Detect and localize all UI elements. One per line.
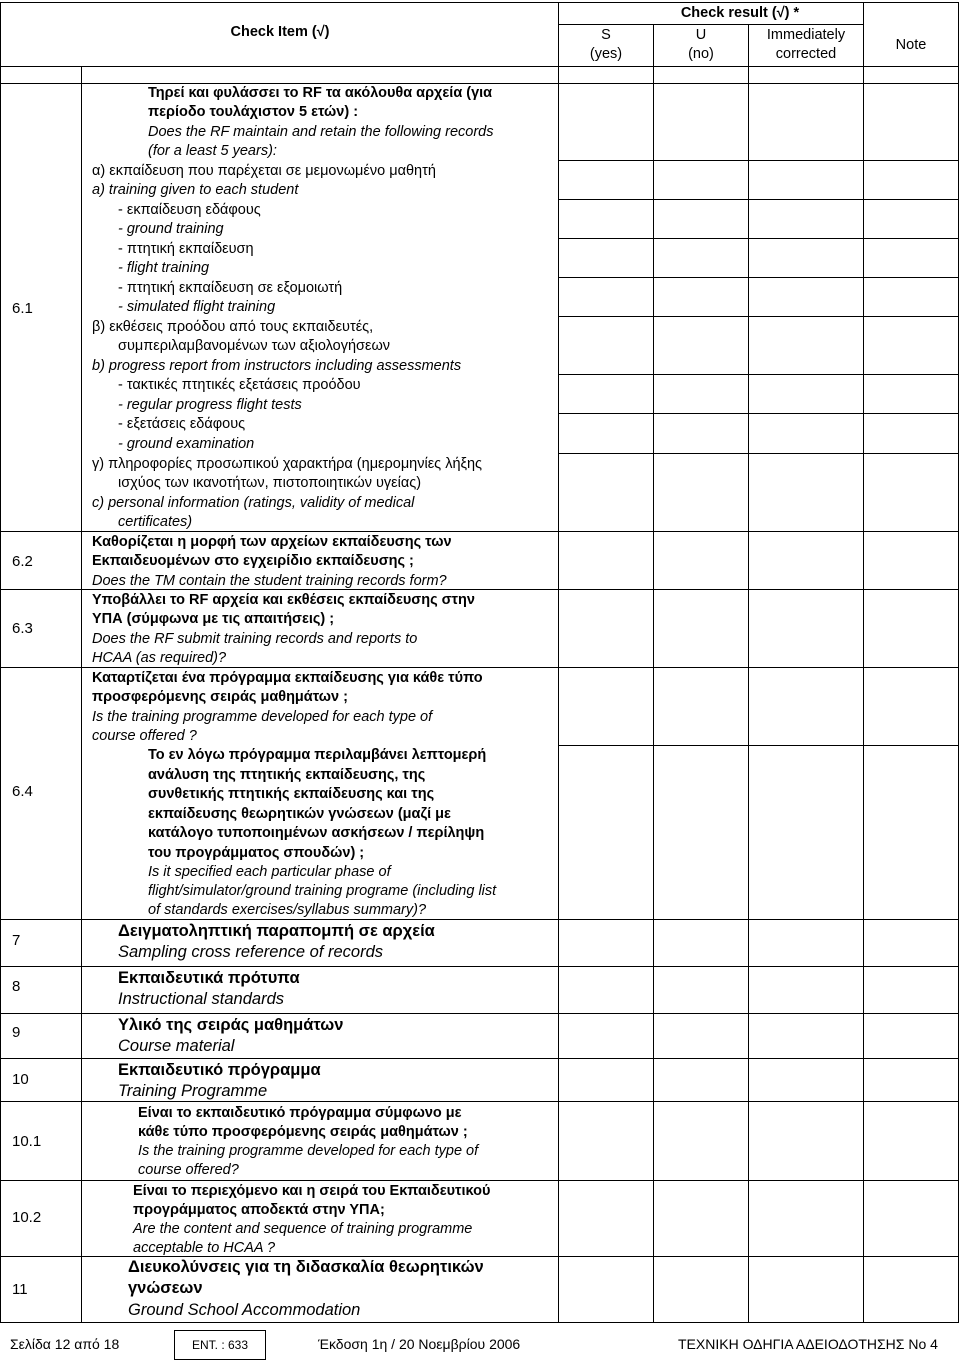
item-text-line: course offered ? — [92, 728, 197, 744]
item-text-line: Είναι το εκπαιδευτικό πρόγραμμα σύμφωνο με — [138, 1105, 462, 1121]
item-text-line: του προγράμματος σπουδών) ; — [148, 845, 365, 861]
item-text-line: acceptable to HCAA ? — [133, 1240, 276, 1256]
item-text-line: β) εκθέσεις προόδου από τους εκπαιδευτές, — [92, 319, 374, 335]
item-text-line: - πτητική εκπαίδευση σε εξομοιωτή — [118, 280, 343, 296]
item-number: 10.1 — [12, 1133, 42, 1150]
item-text-line: Τηρεί και φυλάσσει το RF τα ακόλουθα αρχεία (για — [148, 85, 493, 101]
item-text-line: - πτητική εκπαίδευση — [118, 241, 254, 257]
item-text-line: c) personal information (ratings, validity of medical — [92, 495, 415, 511]
yes-label: (yes) — [589, 46, 623, 62]
item-text-line: προγράμματος αποδεκτά στην ΥΠΑ; — [133, 1202, 385, 1218]
item-text-line: Δειγματοληπτική παραπομπή σε αρχεία — [118, 922, 435, 940]
item-text-line: - τακτικές πτητικές εξετάσεις προόδου — [118, 377, 361, 393]
item-text-line: Sampling cross reference of records — [118, 943, 384, 961]
item-text-line: Είναι το περιεχόμενο και η σειρά του Εκπαιδευτικού — [133, 1183, 491, 1199]
item-text-line: ανάλυση της πτητικής εκπαίδευσης, της — [148, 767, 426, 783]
item-text-line: - regular progress flight tests — [118, 397, 302, 413]
item-text-line: Course material — [118, 1037, 235, 1055]
item-text-line: flight/simulator/ground training programe (including list — [148, 883, 497, 899]
check-item-header: Check Item (√) — [230, 24, 330, 40]
item-text-line: a) training given to each student — [92, 182, 299, 198]
immediately-label: Immediately — [766, 27, 846, 43]
s-label: S — [601, 27, 611, 43]
item-number: 8 — [12, 978, 21, 995]
item-number: 11 — [12, 1281, 28, 1298]
item-text-line: certificates) — [118, 514, 193, 530]
item-text-line: course offered? — [138, 1162, 239, 1178]
item-number: 6.2 — [12, 553, 33, 570]
item-text-line: Is the training programme developed for each type of — [138, 1143, 479, 1159]
check-result-header: Check result (√) * — [680, 5, 800, 21]
item-text-line: Instructional standards — [118, 990, 285, 1008]
item-text-line: (for a least 5 years): — [148, 143, 277, 159]
item-text-line: Is it specified each particular phase of — [148, 864, 391, 880]
footer-ent-box: ENT. : 633 — [174, 1330, 266, 1360]
item-number: 7 — [12, 932, 21, 949]
item-text-line: Διευκολύνσεις για τη διδασκαλία θεωρητικών — [128, 1258, 484, 1276]
item-text-line: γ) πληροφορίες προσωπικού χαρακτήρα (ημερομηνίες λήξης — [92, 456, 483, 472]
item-text-line: κατάλογο τυποποιημένων ασκήσεων / περίληψη — [148, 825, 485, 841]
item-text-line: Are the content and sequence of training programme — [133, 1221, 473, 1237]
item-text-line: ισχύος των ικανοτήτων, πιστοποιητικών υγείας) — [118, 475, 422, 491]
item-text-line: Does the TM contain the student training records form? — [92, 573, 447, 589]
item-text-line: HCAA (as required)? — [92, 650, 227, 666]
item-text-line: Training Programme — [118, 1082, 268, 1100]
footer-page-number: Σελίδα 12 από 18 — [10, 1336, 120, 1352]
item-text-line: συνθετικής πτητικής εκπαίδευσης και της — [148, 786, 435, 802]
item-text-line: Does the RF maintain and retain the following records — [148, 124, 494, 140]
footer-edition: Έκδοση 1η / 20 Νοεμβρίου 2006 — [318, 1336, 521, 1352]
footer-guide-title: ΤΕΧΝΙΚΗ ΟΔΗΓΙΑ ΑΔΕΙΟΔΟΤΗΣΗΣ Νο 4 — [678, 1336, 938, 1352]
no-label: (no) — [688, 46, 714, 62]
item-text-line: γνώσεων — [128, 1279, 203, 1297]
item-text-line: Does the RF submit training records and reports to — [92, 631, 418, 647]
item-text-line: - ground examination — [118, 436, 255, 452]
item-text-line: Υποβάλλει το RF αρχεία και εκθέσεις εκπαίδευσης στην — [92, 592, 475, 608]
item-text-line: - simulated flight training — [118, 299, 276, 315]
item-text-line: Εκπαιδευτικό πρόγραμμα — [118, 1061, 321, 1079]
yes-column-header — [560, 26, 652, 64]
item-text-line: Υλικό της σειράς μαθημάτων — [118, 1016, 344, 1034]
item-text-line: Ground School Accommodation — [128, 1301, 361, 1319]
item-text-line: Το εν λόγω πρόγραμμα περιλαμβάνει λεπτομερή — [148, 747, 487, 763]
item-text-line: εκπαίδευσης θεωρητικών γνώσεων (μαζί με — [148, 806, 451, 822]
item-text-line: Εκπαιδευομένων στο εγχειρίδιο εκπαίδευσης ; — [92, 553, 414, 569]
item-number: 6.1 — [12, 300, 33, 317]
corrected-column-header — [750, 26, 862, 64]
item-text-line: Καταρτίζεται ένα πρόγραμμα εκπαίδευσης για κάθε τύπο — [92, 670, 483, 686]
item-number: 10.2 — [12, 1209, 42, 1226]
corrected-label: corrected — [775, 46, 837, 62]
u-label: U — [695, 27, 707, 43]
item-text-line: Is the training programme developed for each type of — [92, 709, 433, 725]
note-column-header: Note — [895, 37, 927, 53]
item-number: 10 — [12, 1071, 29, 1088]
item-text-line: - flight training — [118, 260, 210, 276]
item-number: 9 — [12, 1024, 21, 1041]
item-text-line: of standards exercises/syllabus summary)? — [148, 902, 427, 918]
item-text-line: b) progress report from instructors including assessments — [92, 358, 462, 374]
item-text-line: προσφερόμενης σειράς μαθημάτων ; — [92, 689, 348, 705]
item-text-line: - εκπαίδευση εδάφους — [118, 202, 261, 218]
item-text-line: περίοδο τουλάχιστον 5 ετών) : — [148, 104, 359, 120]
item-text-line: - ground training — [118, 221, 224, 237]
item-text-line: - εξετάσεις εδάφους — [118, 416, 246, 432]
item-number: 6.3 — [12, 620, 33, 637]
item-text-line: ΥΠΑ (σύμφωνα με τις απαιτήσεις) ; — [92, 611, 335, 627]
item-text-line: Καθορίζεται η μορφή των αρχείων εκπαίδευσης των — [92, 534, 452, 550]
item-number: 6.4 — [12, 783, 33, 800]
item-text-line: κάθε τύπο προσφερόμενης σειράς μαθημάτων ; — [138, 1124, 468, 1140]
no-column-header — [655, 26, 747, 64]
item-text-line: α) εκπαίδευση που παρέχεται σε μεμονωμένο μαθητή — [92, 163, 436, 179]
item-text-line: Εκπαιδευτικά πρότυπα — [118, 969, 300, 987]
item-text-line: συμπεριλαμβανομένων των αξιολογήσεων — [118, 338, 391, 354]
